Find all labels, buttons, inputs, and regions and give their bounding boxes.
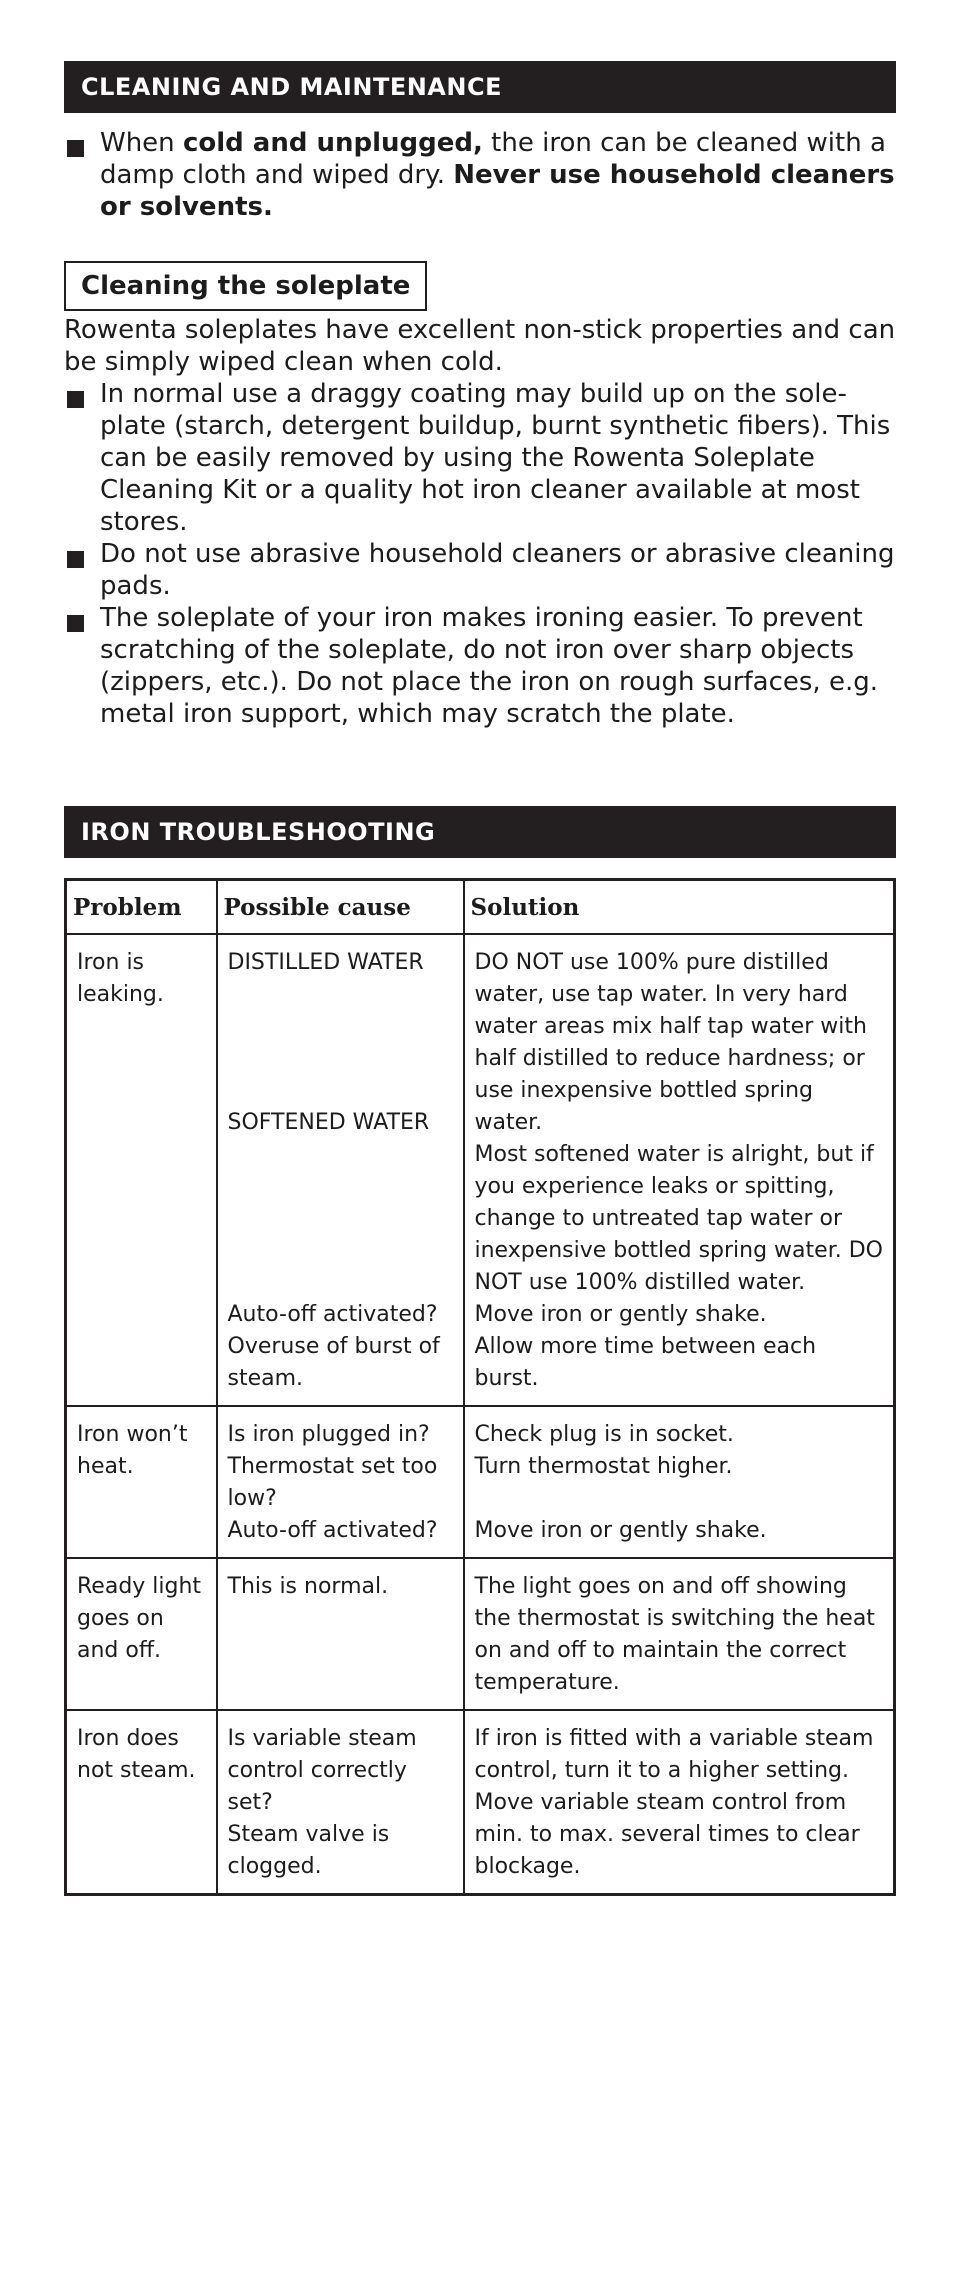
soleplate-bullet-item (64, 602, 896, 730)
solution-cell (464, 1406, 895, 1558)
column-header-problem: Problem (66, 880, 217, 935)
solution-text: If iron is fitted with a variable steam control, turn it to a higher setting. (474, 1726, 874, 1783)
problem-cell: Iron does not steam. (66, 1710, 217, 1895)
solution-text: Check plug is in socket. (474, 1422, 734, 1447)
cleaning-soleplate-heading: Cleaning the soleplate (64, 261, 427, 311)
column-header-solution: Solution (464, 880, 895, 935)
solution-text: Move variable steam control from min. to max. several times to clear blockage. (474, 1790, 860, 1879)
problem-cell: Ready light goes on and off. (66, 1558, 217, 1710)
intro-text-2: the iron can be cleaned with a damp cloth and wiped dry. (100, 128, 886, 190)
cause-cell (217, 1558, 464, 1710)
cause-text: Auto-off activated? (227, 1302, 438, 1327)
cause-text: SOFTENED WATER (227, 1110, 430, 1135)
cause-text: DISTILLED WATER (227, 950, 424, 975)
bullet-square-icon (67, 140, 84, 157)
cause-text: Overuse of burst of steam. (227, 1334, 440, 1391)
problem-cell: Iron won’t heat. (66, 1406, 217, 1558)
table-row (66, 934, 895, 1406)
bullet-text: The soleplate of your iron makes ironing easier. To prevent scratching of the soleplate, do not iron over sharp objects (zippers, etc.). Do not place the iron on rough surfaces, e.g. metal iron support, which may scratch the plate. (100, 603, 878, 729)
cause-text: Auto-off activated? (227, 1518, 438, 1543)
cleaning-maintenance-heading: CLEANING AND MAINTENANCE (64, 61, 896, 113)
table-row (66, 1406, 895, 1558)
bullet-square-icon (67, 391, 84, 408)
soleplate-bullet-item (64, 538, 896, 602)
cause-cell (217, 1406, 464, 1558)
column-header-cause: Possible cause (217, 880, 464, 935)
solution-text: Turn thermostat higher. (474, 1454, 733, 1479)
bullet-square-icon (67, 551, 84, 568)
cause-text: This is normal. (227, 1574, 389, 1599)
intro-text-1: When (100, 128, 183, 158)
solution-cell (464, 1710, 895, 1895)
solution-cell (464, 1558, 895, 1710)
solution-text: The light goes on and off showing the thermostat is switching the heat on and off to maintain the correct temperature. (474, 1574, 875, 1695)
bullet-text: Do not use abrasive household cleaners or abrasive cleaning pads. (100, 539, 895, 601)
iron-troubleshooting-heading: IRON TROUBLESHOOTING (64, 806, 896, 858)
cleaning-intro-list (64, 127, 896, 223)
solution-text: DO NOT use 100% pure distilled water, use tap water. In very hard water areas mix half tap water with half distilled to reduce hardness; or use inexpensive bottled spring water. (474, 950, 867, 1135)
solution-cell (464, 934, 895, 1406)
troubleshooting-table (64, 878, 896, 1896)
solution-text: Move iron or gently shake. (474, 1302, 767, 1327)
table-row (66, 1710, 895, 1895)
solution-text: Allow more time between each burst. (474, 1334, 817, 1391)
intro-bold-2: Never use household cleaners or solvents. (100, 160, 895, 222)
manual-page (64, 61, 896, 1896)
problem-cell: Iron is leaking. (66, 934, 217, 1406)
bullet-square-icon (67, 615, 84, 632)
intro-bold-1: cold and unplugged, (182, 128, 483, 158)
soleplate-paragraph: Rowenta soleplates have excellent non-stick properties and can be simply wiped clean when cold. (64, 315, 896, 377)
cleaning-intro-item (64, 127, 896, 223)
cause-text: Is variable steam control correctly set? (227, 1726, 417, 1815)
bullet-text: In normal use a draggy coating may build up on the sole-plate (starch, detergent buildup, burnt synthetic fibers). This can be easily removed by using the Rowenta Soleplate Cleaning Kit or a quality hot iron cleaner available at most stores. (100, 379, 891, 537)
cause-text: Thermostat set too low? (227, 1454, 438, 1511)
table-row (66, 1558, 895, 1710)
cause-cell (217, 934, 464, 1406)
soleplate-bullet-item (64, 378, 896, 538)
solution-text: Move iron or gently shake. (474, 1518, 767, 1543)
cause-text: Steam valve is clogged. (227, 1822, 390, 1879)
table-header-row (66, 880, 895, 935)
soleplate-bullet-list (64, 378, 896, 730)
cause-text: Is iron plugged in? (227, 1422, 430, 1447)
cause-cell (217, 1710, 464, 1895)
solution-text: Most softened water is alright, but if you experience leaks or spitting, change to untreated tap water or inexpensive bottled spring water. DO NOT use 100% distilled water. (474, 1142, 883, 1295)
